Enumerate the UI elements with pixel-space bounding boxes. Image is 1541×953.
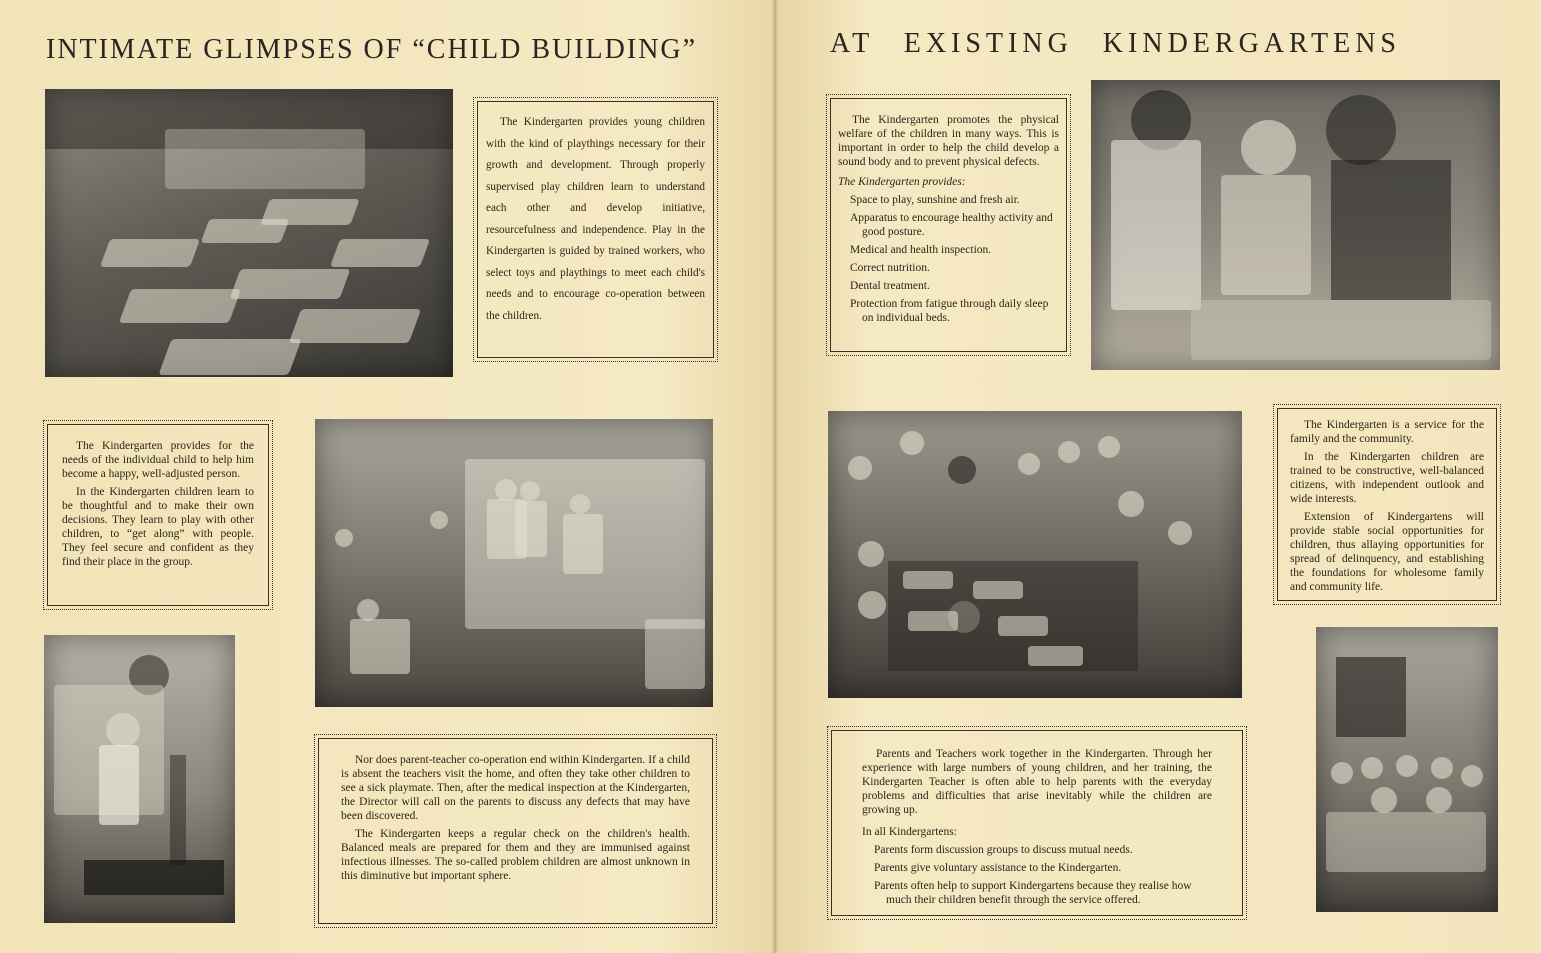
photo-sleeping-cots [45,89,453,377]
welfare-item: Apparatus to encourage healthy activity and good posture. [850,212,1053,239]
photo-child-on-scale [44,635,235,923]
parents-item: Parents often help to support Kindergartens because they realise how much their children benefit through the service offered. [874,880,1192,907]
parents-item: Parents form discussion groups to discuss mutual needs. [874,844,1133,857]
text-box-playthings [477,101,714,358]
text-box-parents-teachers [831,730,1243,916]
welfare-item: Protection from fatigue through daily sleep on individual beds. [850,298,1049,325]
left-page-heading: INTIMATE GLIMPSES OF “CHILD BUILDING” [46,34,698,65]
service-paragraph-1: The Kindergarten is a service for the family and the community. [1290,419,1484,446]
parent-teacher-paragraph-2: The Kindergarten keeps a regular check on the children's health. Balanced meals are prepared for them and they are immunised against infectious illnesses. The so-called problem children are almost unknown in this diminutive but important sphere. [341,828,690,883]
photo-seated-group [1316,627,1498,912]
individual-child-paragraph-2: In the Kindergarten children learn to be thoughtful and to make their own decisions. They learn to play with other children, to “get along” with people. They feel secure and confident as they find their place in the group. [62,486,254,569]
photo-children-at-shelves [315,419,713,707]
welfare-item: Correct nutrition. [850,262,930,275]
parent-teacher-paragraph-1: Nor does parent-teacher co-operation end within Kindergarten. If a child is absent the teachers visit the home, and often they take other children to see a sick playmate. Then, after the medical inspection at the Kindergarten, the Director will call on the parents to discuss any defects that may have been discovered. [341,754,690,823]
text-box-parent-teacher [318,738,713,924]
parents-item: Parents give voluntary assistance to the Kindergarten. [874,862,1122,875]
parents-teachers-paragraph: Parents and Teachers work together in the Kindergarten. Through her experience with large numbers of young children, and her training, the Kindergarten Teacher is often able to help parents with the everyday problems and difficulties that arise inevitably while the children are growing up. [862,748,1212,817]
photo-sandpit-play [1091,80,1500,370]
page-fold [772,0,778,953]
parents-subhead: In all Kindergartens: [862,826,957,839]
welfare-item: Dental treatment. [850,280,930,293]
service-paragraph-3: Extension of Kindergartens will provide stable social opportunities for children, thus allaying opportunities for spread of delinquency, and establishing the foundations for wholesome family and community life. [1290,511,1484,594]
individual-child-paragraph-1: The Kindergarten provides for the needs of the individual child to help him become a happy, well-adjusted person. [62,440,254,481]
photo-children-at-tables [828,411,1242,698]
welfare-intro: The Kindergarten promotes the physical welfare of the children in many ways. This is important in order to help the child develop a sound body and to prevent physical defects. [838,114,1059,169]
parents-list [862,843,1212,907]
text-box-physical-welfare [830,98,1067,352]
playthings-text: The Kindergarten provides young children with the kind of playthings necessary for their growth and development. Through properly supervised play children learn to understand each other and develop initiative, resourcefulness and independence. Play in the Kindergarten is guided by trained workers, who select toys and playthings to meet each child's needs and to encourage co-operation between the children. [486,116,705,322]
text-box-family-service [1277,408,1497,601]
service-paragraph-2: In the Kindergarten children are trained to be constructive, well-balanced citizens, with independent outlook and wide interests. [1290,451,1484,506]
text-box-individual-child [47,424,269,606]
welfare-list [838,193,1059,325]
welfare-item: Space to play, sunshine and fresh air. [850,194,1020,207]
welfare-item: Medical and health inspection. [850,244,992,257]
welfare-subhead: The Kindergarten provides: [838,176,966,189]
right-page-heading: AT EXISTING KINDERGARTENS [830,28,1402,59]
